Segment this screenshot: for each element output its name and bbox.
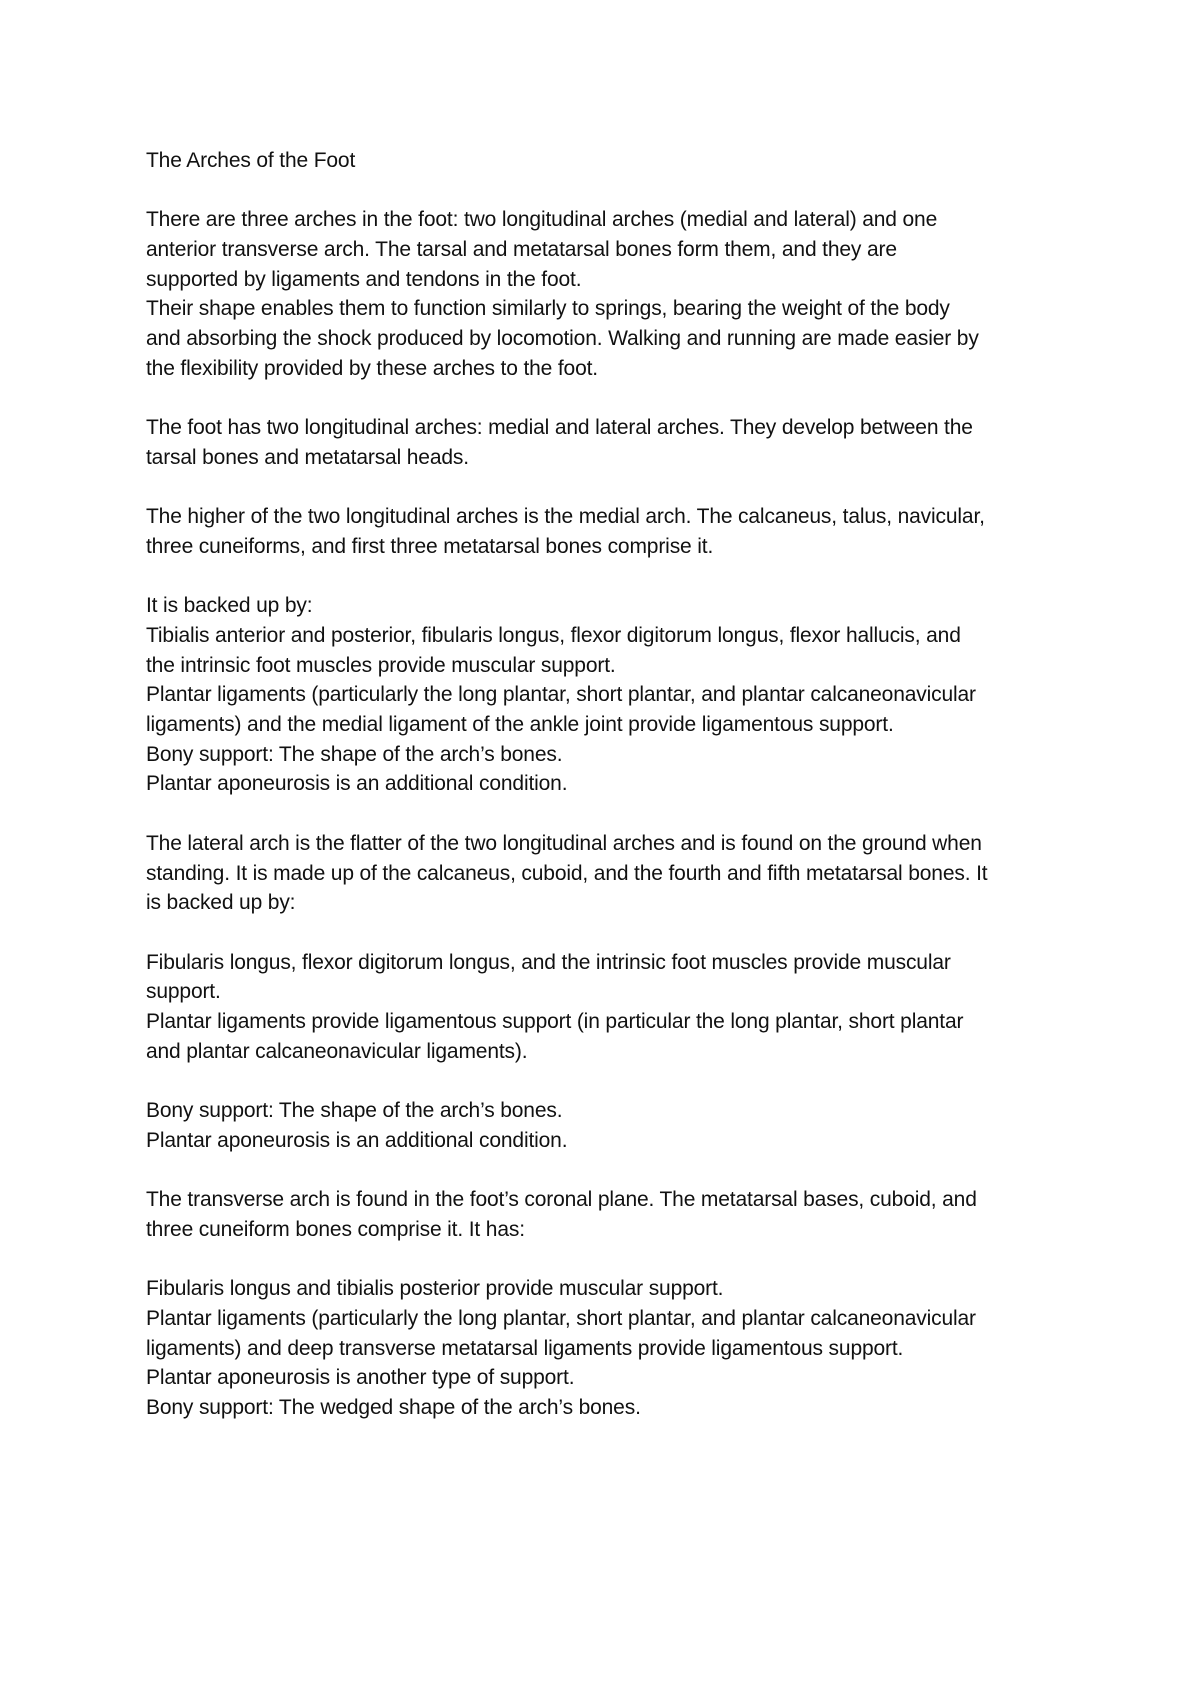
text-line: and plantar calcaneonavicular ligaments). (146, 1039, 528, 1063)
paragraph-medial-arch (146, 502, 1076, 561)
spacer (146, 918, 1076, 948)
paragraph-medial-support (146, 591, 1076, 799)
text-line: the flexibility provided by these arches to the foot. (146, 356, 598, 380)
text-line: The transverse arch is found in the foot’s coronal plane. The metatarsal bases, cuboid, and (146, 1188, 977, 1212)
paragraph-lateral-support (146, 948, 1076, 1067)
spacer (146, 799, 1076, 829)
spacer (146, 384, 1076, 414)
text-line: ligaments) and deep transverse metatarsal ligaments provide ligamentous support. (146, 1336, 904, 1360)
spacer (146, 473, 1076, 503)
text-line: It is backed up by: (146, 594, 313, 618)
document-page (146, 146, 1076, 1423)
text-line: Bony support: The shape of the arch’s bones. (146, 742, 563, 766)
text-line: tarsal bones and metatarsal heads. (146, 445, 469, 469)
text-line: Bony support: The shape of the arch’s bones. (146, 1099, 563, 1122)
text-line: Bony support: The wedged shape of the arch’s bones. (146, 1395, 641, 1419)
paragraph-overview (146, 205, 1076, 383)
paragraph-longitudinal-arches (146, 413, 1076, 472)
text-line: Plantar ligaments provide ligamentous support (in particular the long plantar, short plantar (146, 1009, 964, 1033)
text-line: There are three arches in the foot: two longitudinal arches (medial and lateral) and one (146, 208, 938, 232)
text-line: anterior transverse arch. The tarsal and metatarsal bones form them, and they are (146, 238, 897, 262)
spacer (146, 176, 1076, 206)
text-line: Fibularis longus and tibialis posterior provide muscular support. (146, 1277, 724, 1301)
text-line: The foot has two longitudinal arches: medial and lateral arches. They develop between the (146, 416, 973, 440)
text-line: three cuneiform bones comprise it. It has: (146, 1217, 525, 1241)
text-line: Plantar ligaments (particularly the long plantar, short plantar, and plantar calcaneonavicular (146, 1306, 976, 1330)
text-line: Plantar ligaments (particularly the long plantar, short plantar, and plantar calcaneonavicular (146, 683, 976, 707)
text-line: support. (146, 980, 221, 1004)
text-line: Plantar aponeurosis is an additional condition. (146, 1128, 568, 1152)
text-line: and absorbing the shock produced by locomotion. Walking and running are made easier by (146, 327, 979, 351)
text-line: three cuneiforms, and first three metatarsal bones comprise it. (146, 534, 714, 558)
text-line: ligaments) and the medial ligament of the ankle joint provide ligamentous support. (146, 713, 894, 737)
text-line: is backed up by: (146, 891, 296, 915)
spacer (146, 1066, 1076, 1096)
document-title: The Arches of the Foot (146, 149, 356, 172)
text-line: Fibularis longus, flexor digitorum longus, and the intrinsic foot muscles provide muscular (146, 950, 951, 974)
text-line: The higher of the two longitudinal arches is the medial arch. The calcaneus, talus, navicular, (146, 505, 985, 529)
paragraph-transverse-support (146, 1274, 1076, 1422)
paragraph-lateral-arch (146, 829, 1076, 918)
text-line: Plantar aponeurosis is an additional condition. (146, 772, 568, 796)
text-line: The lateral arch is the flatter of the two longitudinal arches and is found on the ground when (146, 831, 982, 855)
paragraph-transverse-arch (146, 1185, 1076, 1244)
spacer (146, 562, 1076, 592)
text-line: supported by ligaments and tendons in the foot. (146, 267, 582, 291)
text-line: Their shape enables them to function similarly to springs, bearing the weight of the body (146, 297, 950, 321)
paragraph-lateral-bony-support (146, 1096, 1076, 1155)
text-line: Tibialis anterior and posterior, fibularis longus, flexor digitorum longus, flexor hallucis, and (146, 624, 961, 647)
text-line: the intrinsic foot muscles provide muscular support. (146, 653, 616, 677)
spacer (146, 1244, 1076, 1274)
text-line: Plantar aponeurosis is another type of support. (146, 1366, 575, 1390)
text-line: standing. It is made up of the calcaneus, cuboid, and the fourth and fifth metatarsal bones. It (146, 861, 988, 885)
spacer (146, 1155, 1076, 1185)
